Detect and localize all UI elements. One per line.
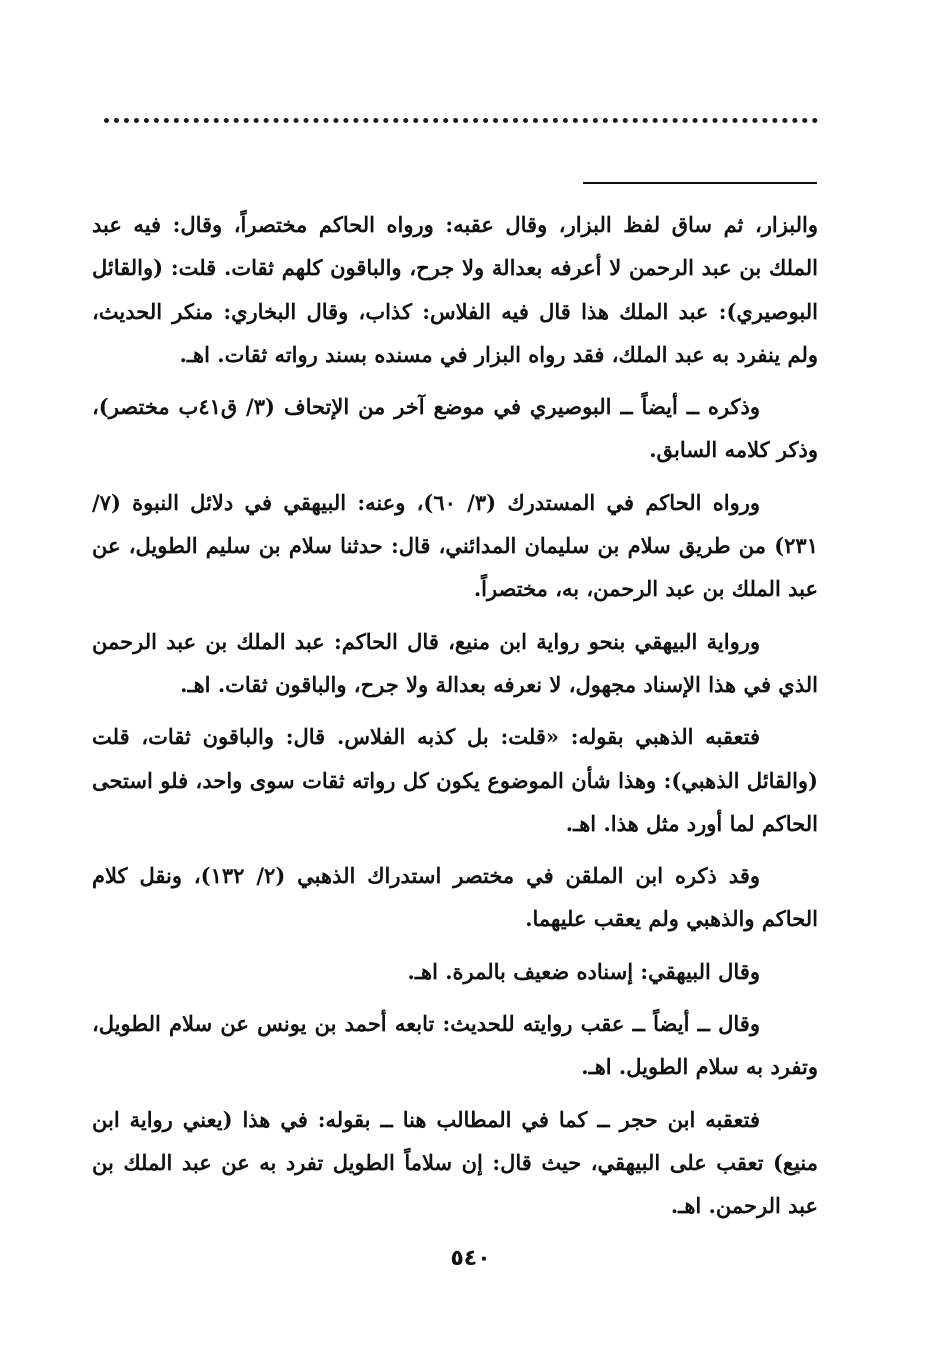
footnote-separator	[583, 182, 817, 184]
paragraph: وقال ــ أيضاً ــ عقب روايته للحديث: تابعه أحمد بن يونس عن سلام الطويل، وتفرد به سلام الطويل. اهـ.	[92, 1011, 818, 1080]
page-number: ٥٤٠	[450, 1246, 491, 1271]
paragraph: وقد ذكره ابن الملقن في مختصر استدراك الذهبي (٢/ ١٣٢)، ونقل كلام الحاكم والذهبي ولم يعقب عليهما.	[92, 863, 818, 932]
header-dotted-rule	[104, 118, 818, 123]
paragraph: وذكره ــ أيضاً ــ البوصيري في موضع آخر من الإتحاف (٣/ ق٤١ب مختصر)، وذكر كلامه السابق.	[92, 394, 818, 463]
paragraph: ورواه الحاكم في المستدرك (٣/ ٦٠)، وعنه: البيهقي في دلائل النبوة (٧/ ٢٣١) من طريق سلام بن سليمان المدائني، قال: حدثنا سلام بن سليم الطويل، عن عبد الملك بن عبد الرحمن، به، مختصراً.	[92, 489, 818, 602]
paragraph: فتعقبه ابن حجر ــ كما في المطالب هنا ــ بقوله: في هذا (يعني رواية ابن منيع) تعقب على البيهقي، حيث قال: إن سلاماً الطويل تفرد به عن عبد الملك بن عبد الرحمن. اهـ.	[92, 1106, 818, 1219]
paragraph: والبزار، ثم ساق لفظ البزار، وقال عقبه: ورواه الحاكم مختصراً، وقال: فيه عبد الملك بن عبد الرحمن لا أعرفه بعدالة ولا جرح، والباقون كلهم ثقات. قلت: (والقائل البوصيري): عبد الملك هذا قال فيه الفلاس: كذاب، وقال البخاري: منكر الحديث، ولم ينفرد به عبد الملك، فقد رواه البزار في مسنده بسند رواته ثقات. اهـ.	[92, 212, 818, 367]
paragraph: وقال البيهقي: إسناده ضعيف بالمرة. اهـ.	[407, 958, 760, 984]
page-body	[92, 203, 818, 1237]
paragraph: ورواية البيهقي بنحو رواية ابن منيع، قال الحاكم: عبد الملك بن عبد الرحمن الذي في هذا الإسناد مجهول، لا نعرفه بعدالة ولا جرح، والباقون ثقات. اهـ.	[92, 628, 818, 697]
paragraph: فتعقبه الذهبي بقوله: «قلت: بل كذبه الفلاس. قال: والباقون ثقات، قلت (والقائل الذهبي): وهذا شأن الموضوع يكون كل رواته ثقات سوى واحد، فلو استحى الحاكم لما أورد مثل هذا. اهـ.	[92, 724, 818, 836]
